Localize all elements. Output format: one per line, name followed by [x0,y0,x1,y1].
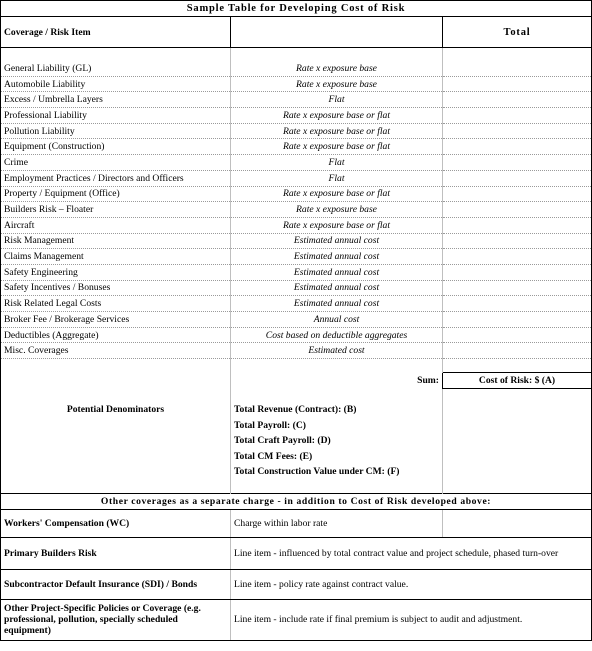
risk-item-name[interactable]: Aircraft [1,217,231,233]
denominator-row [1,433,592,449]
risk-item-row [1,249,592,265]
denominator-value[interactable] [443,418,592,434]
risk-item-basis[interactable]: Rate x exposure base [231,61,443,76]
risk-item-total[interactable] [443,123,592,139]
risk-item-name[interactable]: Automobile Liability [1,76,231,92]
spacer-row [1,359,592,373]
risk-item-basis[interactable]: Flat [231,170,443,186]
risk-item-row [1,155,592,171]
risk-item-name[interactable]: Pollution Liability [1,123,231,139]
header-row [1,17,592,48]
risk-item-name[interactable]: Risk Management [1,233,231,249]
risk-item-total[interactable] [443,296,592,312]
basis-header [231,17,443,48]
empty-cell [443,359,592,373]
risk-item-name[interactable]: Excess / Umbrella Layers [1,92,231,108]
risk-item-basis[interactable]: Estimated annual cost [231,280,443,296]
risk-item-total[interactable] [443,186,592,202]
risk-item-basis[interactable]: Cost based on deductible aggregates [231,327,443,343]
denominator-label: Total Revenue (Contract): (B) [231,402,443,418]
risk-item-basis[interactable]: Rate x exposure base or flat [231,139,443,155]
other-coverage-name: Subcontractor Default Insurance (SDI) / Bonds [1,569,231,599]
risk-item-total[interactable] [443,155,592,171]
empty-cell [1,373,231,389]
other-coverage-name: Other Project-Specific Policies or Coverage (e.g. professional, pollution, specially scheduled equipment) [1,599,231,640]
risk-item-name[interactable]: Deductibles (Aggregate) [1,327,231,343]
empty-cell [443,389,592,403]
risk-item-total[interactable] [443,202,592,218]
risk-item-total[interactable] [443,61,592,76]
risk-item-basis[interactable]: Annual cost [231,312,443,328]
sum-label: Sum: [231,373,443,389]
other-coverage-name: Workers' Compensation (WC) [1,509,231,537]
risk-item-total[interactable] [443,264,592,280]
risk-item-basis[interactable]: Estimated cost [231,343,443,359]
risk-item-name[interactable]: Property / Equipment (Office) [1,186,231,202]
risk-item-name[interactable]: Equipment (Construction) [1,139,231,155]
risk-item-basis[interactable]: Estimated annual cost [231,233,443,249]
other-coverage-row [1,509,592,537]
risk-item-name[interactable]: Broker Fee / Brokerage Services [1,312,231,328]
risk-item-name[interactable]: Employment Practices / Directors and Officers [1,170,231,186]
risk-item-basis[interactable]: Estimated annual cost [231,296,443,312]
risk-item-name[interactable]: Safety Engineering [1,264,231,280]
risk-item-basis[interactable]: Estimated annual cost [231,249,443,265]
empty-cell [231,48,443,62]
risk-item-total[interactable] [443,233,592,249]
risk-item-row [1,186,592,202]
spacer-row [1,480,592,494]
title-row [1,1,592,17]
denominator-label: Total Payroll: (C) [231,418,443,434]
empty-cell [231,480,443,494]
other-coverage-row [1,537,592,569]
other-coverages [1,509,592,640]
risk-items [1,61,592,359]
risk-item-basis[interactable]: Rate x exposure base or flat [231,123,443,139]
risk-item-row [1,139,592,155]
cost-of-risk-cell[interactable]: Cost of Risk: $ (A) [443,373,592,389]
denominator-row [1,464,592,480]
other-coverage-note: Charge within labor rate [231,509,443,537]
empty-cell [443,480,592,494]
denominator-label: Total Construction Value under CM: (F) [231,464,443,480]
denominator-row [1,418,592,434]
risk-item-basis[interactable]: Rate x exposure base or flat [231,108,443,124]
risk-item-row [1,233,592,249]
total-header: Total [443,17,592,48]
empty-cell [443,48,592,62]
empty-cell [1,389,231,403]
other-coverages-header-row [1,493,592,509]
risk-item-row [1,343,592,359]
risk-item-total[interactable] [443,76,592,92]
denominators [1,402,592,480]
risk-item-row [1,280,592,296]
empty-cell [231,389,443,403]
risk-item-total[interactable] [443,327,592,343]
risk-item-row [1,217,592,233]
risk-item-basis[interactable]: Rate x exposure base [231,76,443,92]
risk-item-name[interactable]: Crime [1,155,231,171]
risk-item-row [1,264,592,280]
risk-item-name[interactable]: Claims Management [1,249,231,265]
risk-item-basis[interactable]: Flat [231,92,443,108]
sum-row [1,373,592,389]
risk-item-total[interactable] [443,249,592,265]
risk-item-total[interactable] [443,343,592,359]
risk-item-row [1,92,592,108]
empty-cell [1,433,231,449]
risk-item-total[interactable] [443,217,592,233]
empty-cell [1,418,231,434]
risk-item-basis[interactable]: Rate x exposure base [231,202,443,218]
spacer-row [1,48,592,62]
risk-item-basis[interactable]: Rate x exposure base or flat [231,217,443,233]
denominator-label: Total Craft Payroll: (D) [231,433,443,449]
denominators-label: Potential Denominators [1,402,231,418]
risk-item-row [1,108,592,124]
risk-item-name[interactable]: Professional Liability [1,108,231,124]
denominator-value[interactable] [443,464,592,480]
risk-item-row [1,296,592,312]
coverage-header: Coverage / Risk Item [1,17,231,48]
other-coverage-note: Line item - include rate if final premium is subject to audit and adjustment. [231,599,592,640]
risk-item-name[interactable]: Safety Incentives / Bonuses [1,280,231,296]
other-coverage-total[interactable] [443,509,592,537]
risk-item-basis[interactable]: Rate x exposure base or flat [231,186,443,202]
risk-item-row [1,202,592,218]
table-title: Sample Table for Developing Cost of Risk [1,1,592,17]
empty-cell [231,359,443,373]
risk-item-total[interactable] [443,139,592,155]
other-coverage-name: Primary Builders Risk [1,537,231,569]
empty-cell [1,480,231,494]
risk-item-total[interactable] [443,312,592,328]
risk-item-total[interactable] [443,280,592,296]
risk-item-name[interactable]: General Liability (GL) [1,61,231,76]
risk-item-row [1,123,592,139]
empty-cell [1,359,231,373]
risk-item-name[interactable]: Risk Related Legal Costs [1,296,231,312]
denominator-value[interactable] [443,433,592,449]
denominator-row [1,449,592,465]
denominator-row [1,402,592,418]
risk-item-total[interactable] [443,108,592,124]
other-coverage-note: Line item - policy rate against contract value. [231,569,592,599]
other-coverage-note: Line item - influenced by total contract value and project schedule, phased turn-over [231,537,592,569]
empty-cell [1,48,231,62]
risk-item-row [1,61,592,76]
other-coverage-row [1,599,592,640]
other-coverage-row [1,569,592,599]
risk-item-row [1,312,592,328]
risk-item-total[interactable] [443,170,592,186]
empty-cell [1,449,231,465]
denominator-value[interactable] [443,402,592,418]
risk-item-total[interactable] [443,92,592,108]
risk-item-row [1,76,592,92]
empty-cell [1,464,231,480]
spacer-row [1,389,592,403]
denominator-label: Total CM Fees: (E) [231,449,443,465]
risk-item-name[interactable]: Misc. Coverages [1,343,231,359]
denominator-value[interactable] [443,449,592,465]
risk-item-row [1,327,592,343]
risk-item-basis[interactable]: Flat [231,155,443,171]
other-coverages-header: Other coverages as a separate charge - in addition to Cost of Risk developed above: [1,493,592,509]
risk-item-row [1,170,592,186]
risk-item-name[interactable]: Builders Risk – Floater [1,202,231,218]
risk-item-basis[interactable]: Estimated annual cost [231,264,443,280]
